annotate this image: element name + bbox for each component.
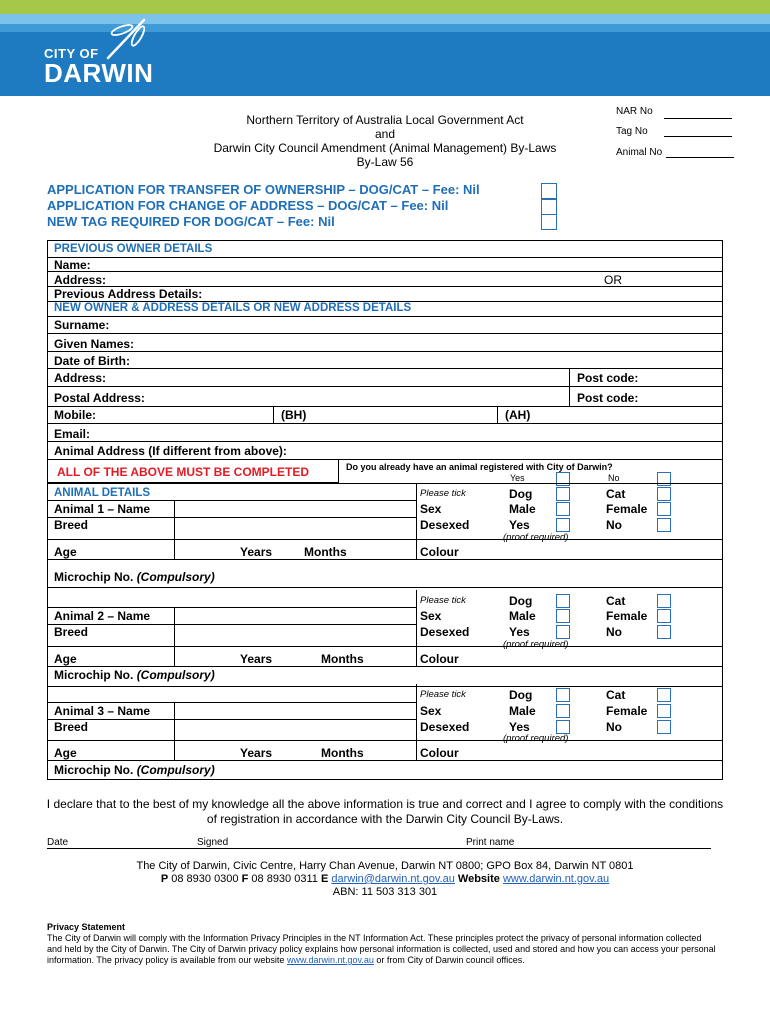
desexed-no-checkbox[interactable] [657, 518, 671, 532]
privacy-title: Privacy Statement [47, 922, 126, 932]
colour-field[interactable] [500, 652, 715, 666]
col-line [416, 684, 417, 760]
postcode-label: Post code: [577, 371, 639, 385]
breed-label: Breed [54, 720, 89, 734]
proof-required-label: (proof required) [503, 733, 569, 744]
animal-name-label: Animal 1 – Name [54, 502, 151, 516]
privacy-link[interactable]: www.darwin.nt.gov.au [286, 955, 374, 965]
female-label: Female [606, 704, 648, 718]
desexed-yes-label: Yes [509, 720, 530, 734]
ah-label: (AH) [505, 408, 531, 422]
dog-label: Dog [509, 688, 533, 702]
proof-required-label: (proof required) [503, 639, 569, 650]
cat-checkbox[interactable] [657, 594, 671, 608]
male-checkbox[interactable] [556, 502, 570, 516]
cat-label: Cat [606, 487, 626, 501]
dog-checkbox[interactable] [556, 594, 570, 608]
colour-field[interactable] [500, 746, 715, 760]
sex-label: Sex [420, 704, 442, 718]
animal-address-label: Animal Address (If different from above): [54, 444, 287, 458]
footer-contacts: P 08 8930 0300 F 08 8930 0311 E darwin@darwin.nt.gov.au Website www.darwin.nt.gov.au [160, 873, 610, 885]
postal-postcode-label: Post code: [577, 391, 639, 405]
animal-name-label: Animal 3 – Name [54, 704, 151, 718]
dog-label: Dog [509, 594, 533, 608]
desexed-yes-label: Yes [509, 518, 530, 532]
mobile-label: Mobile: [54, 408, 96, 422]
breed-field[interactable] [176, 518, 414, 532]
animal-name-label: Animal 2 – Name [54, 609, 151, 623]
male-label: Male [509, 704, 536, 718]
tag-field[interactable] [664, 136, 732, 137]
desexed-yes-checkbox[interactable] [556, 518, 570, 532]
animal-name-field[interactable] [176, 502, 414, 516]
app-transfer: APPLICATION FOR TRANSFER OF OWNERSHIP – DOG/CAT – Fee: Nil [47, 182, 480, 197]
dog-checkbox[interactable] [556, 688, 570, 702]
female-checkbox[interactable] [657, 609, 671, 623]
desexed-yes-checkbox[interactable] [556, 625, 570, 639]
already-no-label: No [608, 473, 620, 483]
address-label: Address: [54, 273, 107, 287]
months-label: Months [304, 545, 347, 559]
col-line [416, 590, 417, 666]
years-label: Years [240, 545, 273, 559]
postal-address-label: Postal Address: [54, 391, 145, 405]
desexed-no-label: No [606, 625, 622, 639]
must-complete-warning: ALL OF THE ABOVE MUST BE COMPLETED [57, 465, 310, 479]
animal-name-field[interactable] [176, 704, 414, 718]
name-label: Name: [54, 258, 91, 272]
print-name-label: Print name [466, 837, 515, 848]
desexed-yes-checkbox[interactable] [556, 720, 570, 734]
email-link[interactable]: darwin@darwin.nt.gov.au [331, 873, 455, 885]
brand-line1: CITY OF [44, 46, 99, 61]
dog-checkbox[interactable] [556, 487, 570, 501]
new-tag-checkbox[interactable] [541, 214, 557, 230]
header-banner [0, 0, 770, 96]
desexed-label: Desexed [420, 518, 470, 532]
microchip-label: Microchip No. (Compulsory) [54, 668, 215, 682]
app-change-address: APPLICATION FOR CHANGE OF ADDRESS – DOG/CAT – Fee: Nil [47, 198, 449, 213]
microchip-field[interactable] [240, 763, 715, 777]
desexed-no-label: No [606, 518, 622, 532]
desexed-no-checkbox[interactable] [657, 720, 671, 734]
please-tick-label: Please tick [420, 689, 466, 700]
row-line [47, 760, 723, 761]
male-label: Male [509, 609, 536, 623]
declaration: I declare that to the best of my knowledge all the above information is true and correct and I agree to comply with the conditions of registration in accordance with the Darwin City Council By-Laws. [46, 797, 724, 826]
animal-no-field[interactable] [666, 157, 734, 158]
cat-label: Cat [606, 688, 626, 702]
date-label: Date [47, 837, 69, 848]
row-line [47, 666, 723, 667]
new-owner-header: NEW OWNER & ADDRESS DETAILS OR NEW ADDRESS DETAILS [54, 302, 412, 314]
years-label: Years [240, 652, 273, 666]
footer-address: The City of Darwin, Civic Centre, Harry Chan Avenue, Darwin NT 0800; GPO Box 84, Darwin NT 0801 [136, 860, 634, 872]
male-checkbox[interactable] [556, 609, 570, 623]
website-link[interactable]: www.darwin.nt.gov.au [502, 873, 610, 885]
col-line [174, 607, 175, 666]
privacy-statement: Privacy Statement The City of Darwin will comply with the Information Privacy Principles in the NT Information Act. These principles protect the privacy of personal information collected and held by the City of Darwin. The City of Darwin privacy policy explains how personal information is collected, used and stored and how you can access your personal information. The privacy policy is available from our website www.darwin.nt.gov.au or from City of Darwin council offices. [47, 922, 716, 965]
app-new-tag: NEW TAG REQUIRED FOR DOG/CAT – Fee: Nil [47, 214, 335, 229]
cat-checkbox[interactable] [657, 487, 671, 501]
breed-field[interactable] [176, 625, 414, 639]
row-line [47, 559, 723, 560]
section-divider [47, 587, 723, 588]
row-line [47, 539, 723, 540]
colour-label: Colour [420, 545, 459, 559]
colour-field[interactable] [500, 545, 715, 559]
breed-label: Breed [54, 518, 89, 532]
bh-label: (BH) [281, 408, 307, 422]
change-address-checkbox[interactable] [541, 199, 557, 215]
row-line [47, 607, 417, 608]
breed-label: Breed [54, 625, 89, 639]
brand-line2: DARWIN [44, 58, 154, 88]
breed-field[interactable] [176, 720, 414, 734]
male-checkbox[interactable] [556, 704, 570, 718]
microchip-field[interactable] [240, 570, 715, 584]
cat-checkbox[interactable] [657, 688, 671, 702]
female-checkbox[interactable] [657, 502, 671, 516]
age-label: Age [54, 545, 77, 559]
dob-label: Date of Birth: [54, 354, 130, 368]
given-names-label: Given Names: [54, 337, 135, 351]
colour-label: Colour [420, 652, 459, 666]
female-label: Female [606, 502, 648, 516]
dragonfly-icon [100, 14, 152, 62]
dog-label: Dog [509, 487, 533, 501]
col-line [174, 500, 175, 559]
female-label: Female [606, 609, 648, 623]
desexed-label: Desexed [420, 625, 470, 639]
tag-label: Tag No [616, 126, 648, 137]
sex-label: Sex [420, 609, 442, 623]
row-line [47, 740, 723, 741]
animal-name-field[interactable] [176, 609, 414, 623]
or-label: OR [604, 273, 622, 287]
col-line [174, 702, 175, 760]
please-tick-label: Please tick [420, 595, 466, 606]
male-label: Male [509, 502, 536, 516]
sex-label: Sex [420, 502, 442, 516]
microchip-label: Microchip No. (Compulsory) [54, 763, 215, 777]
desexed-yes-label: Yes [509, 625, 530, 639]
desexed-label: Desexed [420, 720, 470, 734]
age-label: Age [54, 746, 77, 760]
animal-details-header: ANIMAL DETAILS [54, 487, 151, 499]
previous-address-label: Previous Address Details: [54, 287, 203, 301]
email-label: Email: [54, 427, 91, 441]
microchip-field[interactable] [240, 668, 715, 682]
col-line [416, 483, 417, 559]
row-line [47, 500, 417, 501]
nar-field[interactable] [664, 118, 732, 119]
cat-label: Cat [606, 594, 626, 608]
months-label: Months [321, 746, 364, 760]
transfer-checkbox[interactable] [541, 183, 557, 199]
microchip-label: Microchip No. (Compulsory) [54, 570, 215, 584]
proof-required-label: (proof required) [503, 532, 569, 543]
name-field[interactable] [175, 258, 715, 271]
surname-label: Surname: [54, 318, 110, 332]
section-divider [47, 686, 723, 687]
row-line [47, 646, 723, 647]
previous-owner-header: PREVIOUS OWNER DETAILS [54, 243, 213, 255]
already-registered-question: Do you already have an animal registered with City of Darwin? [346, 462, 613, 472]
row-line [47, 702, 417, 703]
animal-no-label: Animal No [616, 147, 663, 158]
footer-abn: ABN: 11 503 313 301 [332, 886, 438, 898]
signed-label: Signed [197, 837, 229, 848]
female-checkbox[interactable] [657, 704, 671, 718]
please-tick-label: Please tick [420, 488, 466, 499]
years-label: Years [240, 746, 273, 760]
address-new-label: Address: [54, 371, 107, 385]
colour-label: Colour [420, 746, 459, 760]
already-yes-label: Yes [510, 473, 525, 483]
signature-line[interactable] [47, 848, 711, 849]
months-label: Months [321, 652, 364, 666]
desexed-no-checkbox[interactable] [657, 625, 671, 639]
age-label: Age [54, 652, 77, 666]
nar-label: NAR No [616, 106, 653, 117]
desexed-no-label: No [606, 720, 622, 734]
act-heading: Northern Territory of Australia Local Government Act and Darwin City Council Amendment (Animal Management) By-Laws By-Law 56 [213, 113, 557, 169]
